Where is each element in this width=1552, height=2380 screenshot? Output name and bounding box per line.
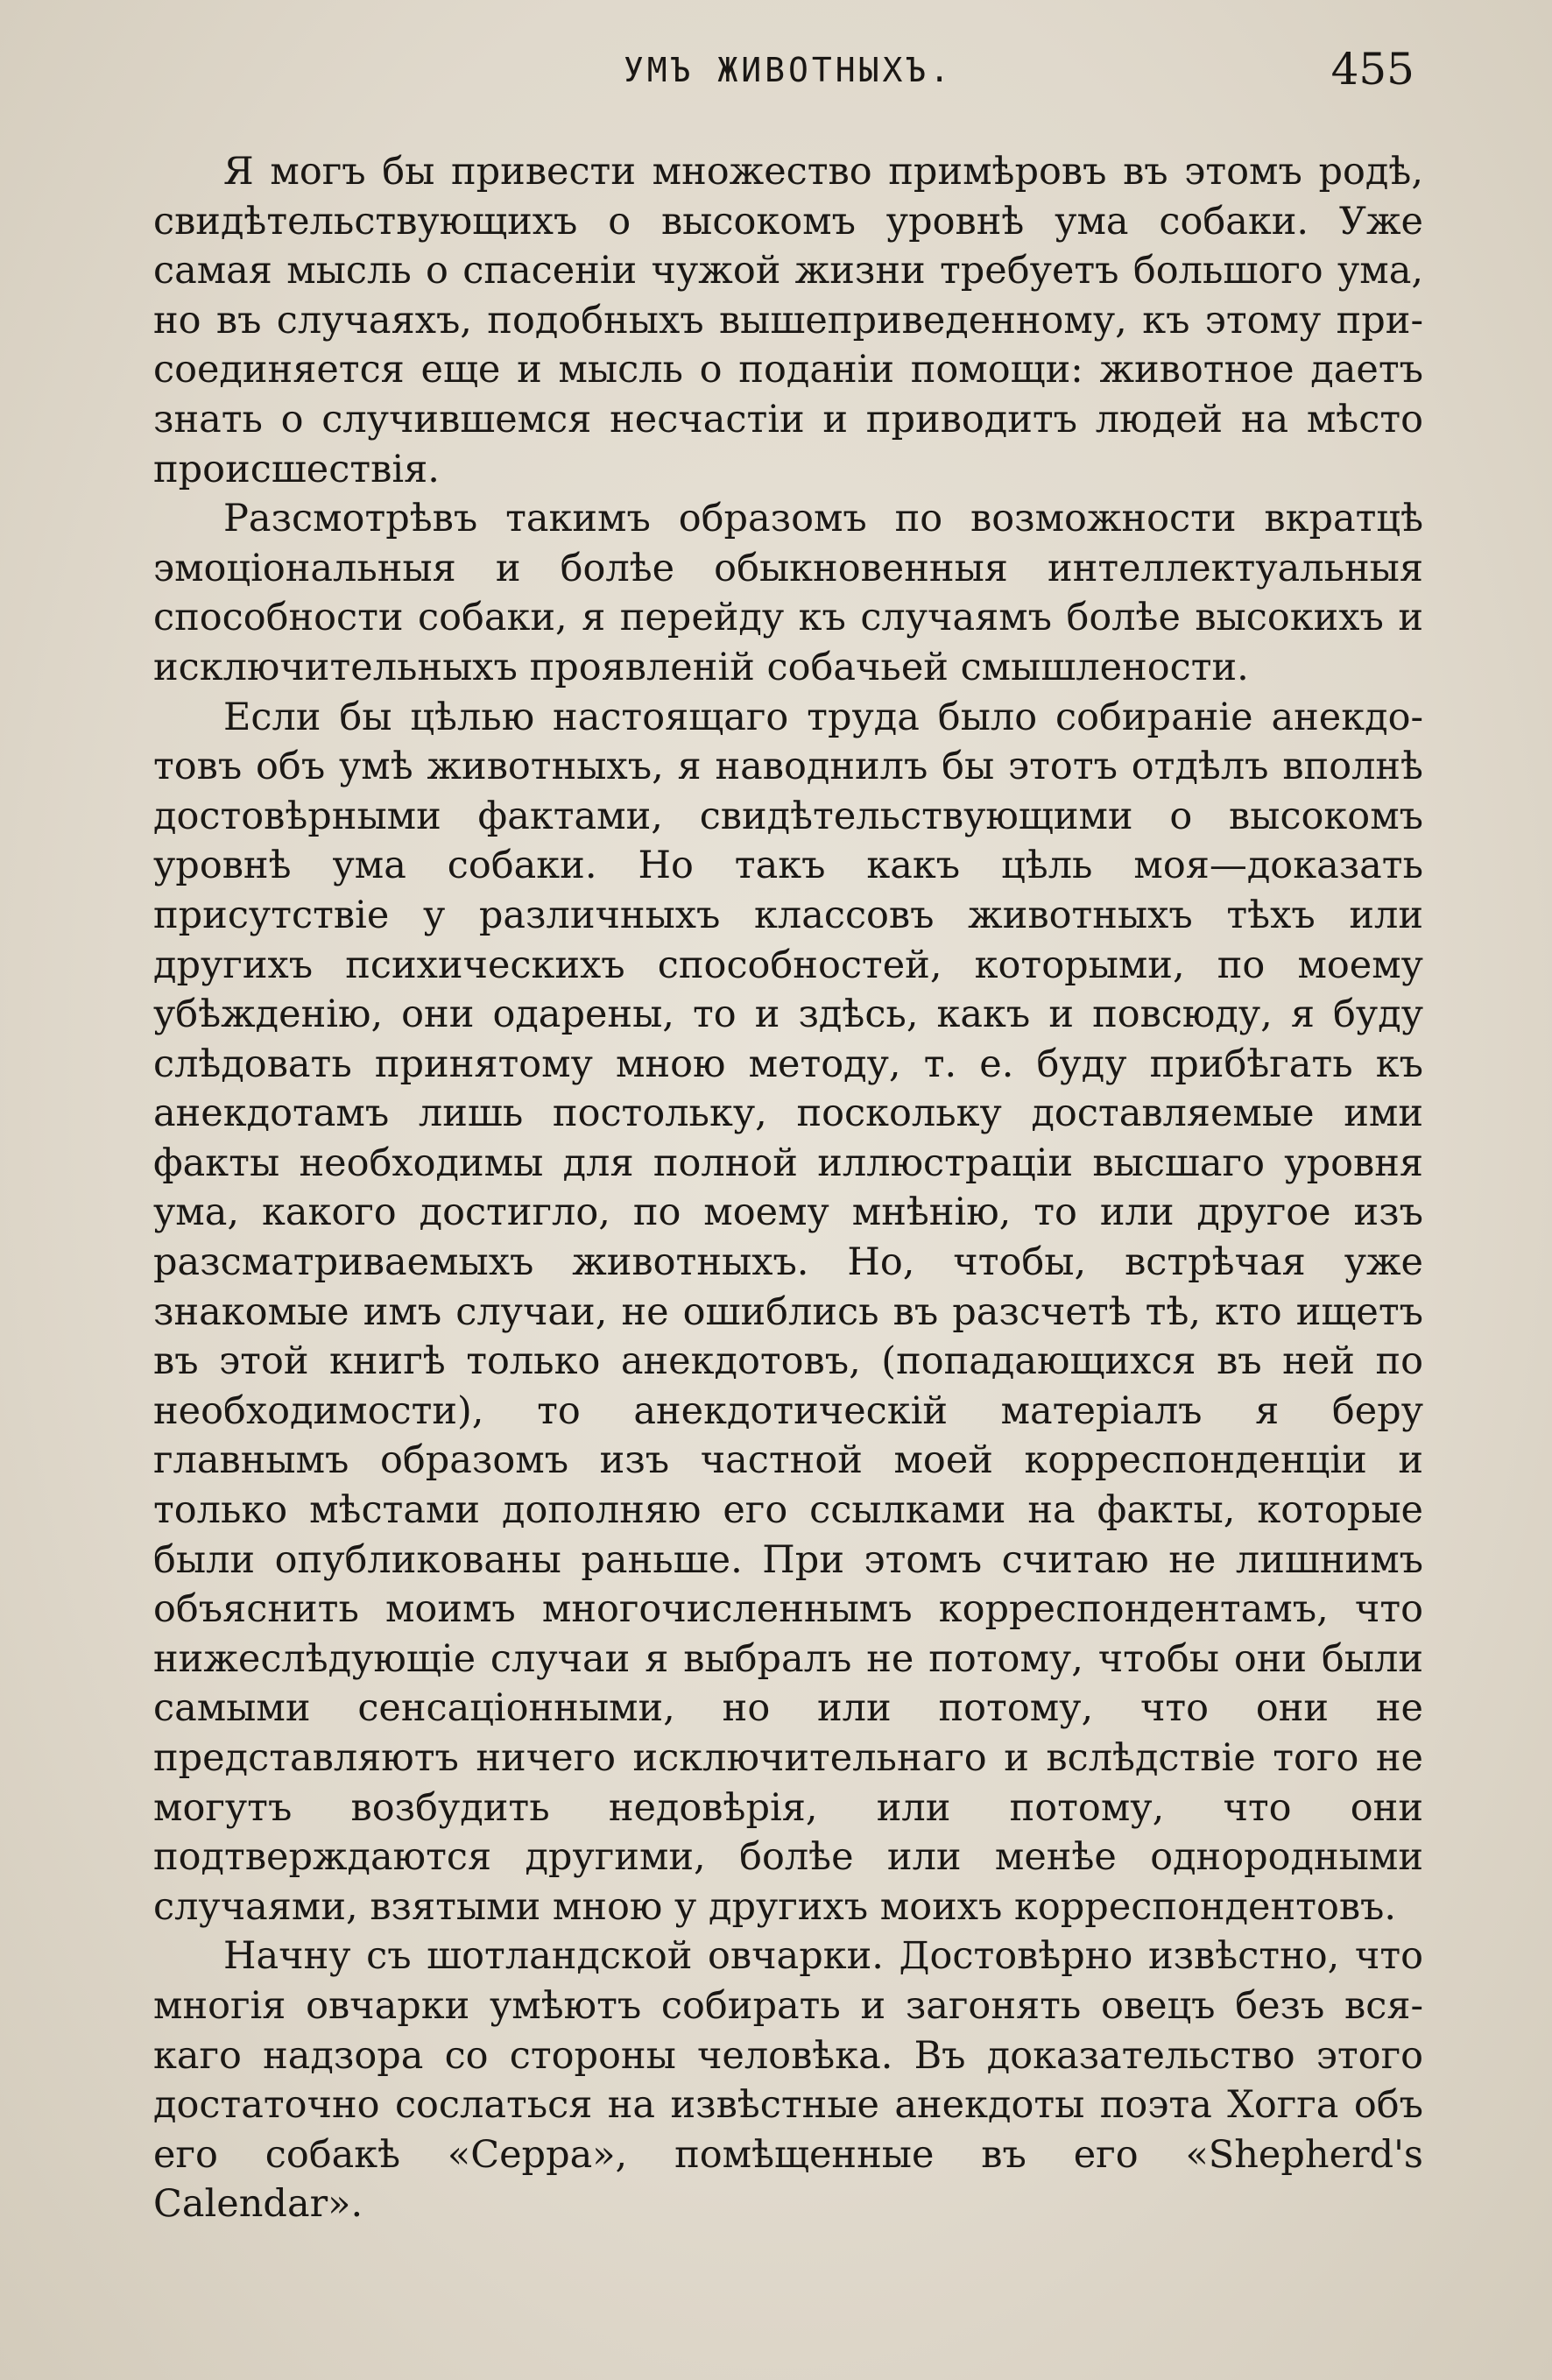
paragraph: Начну съ шотландской овчарки. Достовѣрно извѣстно, что многія овчарки умѣютъ собирать и загонять овецъ безъ всякаго надзора со стороны человѣка. Въ доказательство этого достаточно сослаться на извѣстные анекдоты поэта Хогга объ его собакѣ «Серра», помѣщенные въ его «Shepherd's Calendar». xyxy=(153,1934,1423,2227)
page-number: 455 xyxy=(1330,44,1414,95)
page-header xyxy=(153,44,1423,105)
paragraph: Разсмотрѣвъ такимъ образомъ по возможности вкратцѣ эмоціональныя и болѣе обыкновенныя интеллектуальныя способности собаки, я перейду къ случаямъ болѣе высокихъ и исключительныхъ проявленій собачьей смышлености. xyxy=(153,497,1423,689)
paragraph: Если бы цѣлью настоящаго труда было собираніе анекдотовъ объ умѣ животныхъ, я наводнилъ бы этотъ отдѣлъ вполнѣ достовѣрными фактами, свидѣтельствующими о высокомъ уровнѣ ума собаки. Но такъ какъ цѣль моя—доказать присутствіе у различныхъ классовъ животныхъ тѣхъ или другихъ психическихъ способностей, которыми, по моему убѣжденію, они одарены, то и здѣсь, какъ и повсюду, я буду слѣдовать принятому мною методу, т. е. буду прибѣгать къ анекдотамъ лишь постольку, поскольку доставляемые ими факты необходимы для полной иллюстраціи высшаго уровня ума, какого достигло, по моему мнѣнію, то или другое изъ разсматриваемыхъ животныхъ. Но, чтобы, встрѣчая уже знакомые имъ случаи, не ошиблись въ разсчетѣ тѣ, кто ищетъ въ этой книгѣ только анекдотовъ, (попадающихся въ ней по необходимости), то анекдотическій матеріалъ я беру главнымъ образомъ изъ частной моей корреспонденціи и только мѣстами дополняю его ссылками на факты, которые были опубликованы раньше. При этомъ считаю не лишнимъ объяснить моимъ многочисленнымъ корреспондентамъ, что нижеслѣдующіе случаи я выбралъ не потому, чтобы они были самыми сенсаціонными, но или потому, что они не представляютъ ничего исключительнаго и вслѣдствіе того не могутъ возбудить недовѣрія, или потому, что они подтверждаются другими, болѣе или менѣе однородными случаями, взятыми мною у другихъ моихъ корреспондентовъ. xyxy=(153,695,1423,1929)
running-title: УМЪ ЖИВОТНЫХЪ. xyxy=(623,51,954,89)
paragraph: Я могъ бы привести множество примѣровъ въ этомъ родѣ, свидѣтельствующихъ о высокомъ уровнѣ ума собаки. Уже самая мысль о спасеніи чужой жизни требуетъ большого ума, но въ случаяхъ, подобныхъ вышеприведенному, къ этому присоединяется еще и мысль о поданіи помощи: животное даетъ знать о случившемся несчастіи и приводитъ людей на мѣсто происшествія. xyxy=(153,150,1423,491)
body-text xyxy=(153,147,1423,2229)
